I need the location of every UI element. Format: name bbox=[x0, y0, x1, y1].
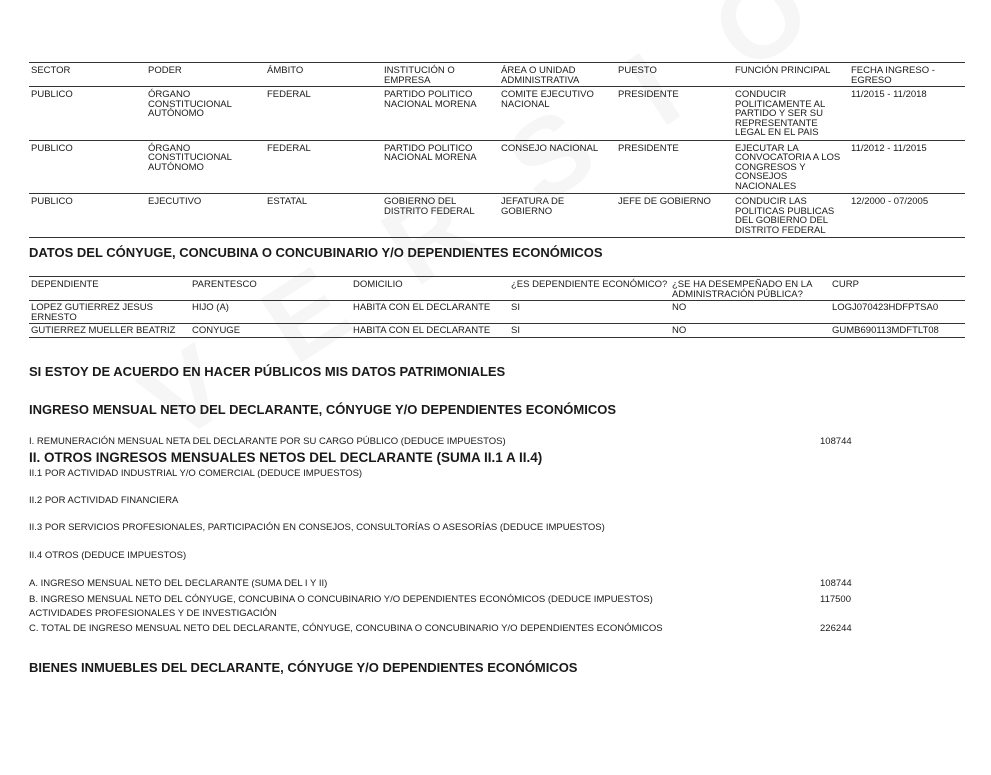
table-cell: NO bbox=[670, 301, 830, 324]
table-cell: PARTIDO POLITICO NACIONAL MORENA bbox=[382, 140, 499, 194]
table-cell: 11/2012 - 11/2015 bbox=[849, 140, 965, 194]
income-line-b-detail: ACTIVIDADES PROFESIONALES Y DE INVESTIGACIÓN bbox=[29, 608, 277, 619]
table-cell: 12/2000 - 07/2005 bbox=[849, 194, 965, 238]
other-income-subtitle: II. OTROS INGRESOS MENSUALES NETOS DEL DECLARANTE (SUMA II.1 A II.4) bbox=[29, 450, 543, 465]
table-cell: EJECUTIVO bbox=[146, 194, 265, 238]
income-line-ii2: II.2 POR ACTIVIDAD FINANCIERA bbox=[29, 495, 179, 506]
income-value-i: 108744 bbox=[820, 436, 852, 447]
col-header-parentesco: PARENTESCO bbox=[190, 277, 351, 301]
table-cell: CONDUCIR POLITICAMENTE AL PARTIDO Y SER SU REPRESENTANTE LEGAL EN EL PAIS bbox=[733, 87, 849, 141]
table-cell: PRESIDENTE bbox=[616, 87, 733, 141]
table-cell: FEDERAL bbox=[265, 87, 382, 141]
table-cell: GUTIERREZ MUELLER BEATRIZ bbox=[29, 324, 190, 338]
col-header-puesto: PUESTO bbox=[616, 63, 733, 87]
table-cell: LOGJ070423HDFPTSA0 bbox=[830, 301, 965, 324]
table-cell: NO bbox=[670, 324, 830, 338]
table-cell: ESTATAL bbox=[265, 194, 382, 238]
col-header-area: ÁREA O UNIDAD ADMINISTRATIVA bbox=[499, 63, 616, 87]
table-cell: GOBIERNO DEL DISTRITO FEDERAL bbox=[382, 194, 499, 238]
col-header-funcion: FUNCIÓN PRINCIPAL bbox=[733, 63, 849, 87]
table-cell: ÓRGANO CONSTITUCIONAL AUTÓNOMO bbox=[146, 140, 265, 194]
table-cell: HABITA CON EL DECLARANTE bbox=[351, 301, 509, 324]
table-cell: HABITA CON EL DECLARANTE bbox=[351, 324, 509, 338]
table-cell: PUBLICO bbox=[29, 87, 146, 141]
income-value-b: 117500 bbox=[820, 594, 851, 605]
table-row bbox=[29, 140, 965, 194]
table-cell: GUMB690113MDFTLT08 bbox=[830, 324, 965, 338]
income-line-c: C. TOTAL DE INGRESO MENSUAL NETO DEL DECLARANTE, CÓNYUGE, CONCUBINA O CONCUBINARIO Y/O DEPENDIENTES ECONÓMICOS bbox=[29, 623, 663, 634]
table-cell: 11/2015 - 11/2018 bbox=[849, 87, 965, 141]
income-line-ii3: II.3 POR SERVICIOS PROFESIONALES, PARTICIPACIÓN EN CONSEJOS, CONSULTORÍAS O ASESORÍAS (DEDUCE IMPUESTOS) bbox=[29, 522, 605, 533]
col-header-poder: PODER bbox=[146, 63, 265, 87]
income-value-a: 108744 bbox=[820, 578, 852, 589]
col-header-curp: CURP bbox=[830, 277, 965, 301]
dependents-table bbox=[29, 276, 965, 338]
table-cell: SI bbox=[509, 324, 670, 338]
col-header-ambito: ÁMBITO bbox=[265, 63, 382, 87]
table-cell: CONYUGE bbox=[190, 324, 351, 338]
public-consent-heading: SI ESTOY DE ACUERDO EN HACER PÚBLICOS MIS DATOS PATRIMONIALES bbox=[29, 364, 506, 379]
table-cell: PRESIDENTE bbox=[616, 140, 733, 194]
table-row bbox=[29, 301, 965, 324]
income-value-c: 226244 bbox=[820, 623, 852, 634]
col-header-dependiente: DEPENDIENTE bbox=[29, 277, 190, 301]
table-cell: FEDERAL bbox=[265, 140, 382, 194]
table-row bbox=[29, 87, 965, 141]
col-header-administracion-publica: ¿SE HA DESEMPEÑADO EN LA ADMINISTRACIÓN PÚBLICA? bbox=[670, 277, 830, 301]
table-row bbox=[29, 194, 965, 238]
income-line-i: I. REMUNERACIÓN MENSUAL NETA DEL DECLARANTE POR SU CARGO PÚBLICO (DEDUCE IMPUESTOS) bbox=[29, 436, 506, 447]
col-header-dependiente-economico: ¿ES DEPENDIENTE ECONÓMICO? bbox=[509, 277, 670, 301]
table-cell: PARTIDO POLITICO NACIONAL MORENA bbox=[382, 87, 499, 141]
table-cell: LOPEZ GUTIERREZ JESUS ERNESTO bbox=[29, 301, 190, 324]
col-header-institucion: INSTITUCIÓN O EMPRESA bbox=[382, 63, 499, 87]
income-line-ii1: II.1 POR ACTIVIDAD INDUSTRIAL Y/O COMERCIAL (DEDUCE IMPUESTOS) bbox=[29, 468, 363, 479]
employment-table bbox=[29, 62, 965, 238]
dependents-header-row bbox=[29, 277, 965, 301]
table-cell: JEFATURA DE GOBIERNO bbox=[499, 194, 616, 238]
spouse-section-title: DATOS DEL CÓNYUGE, CONCUBINA O CONCUBINARIO Y/O DEPENDIENTES ECONÓMICOS bbox=[29, 245, 603, 260]
income-line-ii4: II.4 OTROS (DEDUCE IMPUESTOS) bbox=[29, 550, 187, 561]
income-section-title: INGRESO MENSUAL NETO DEL DECLARANTE, CÓNYUGE Y/O DEPENDIENTES ECONÓMICOS bbox=[29, 402, 616, 417]
col-header-fecha: FECHA INGRESO - EGRESO bbox=[849, 63, 965, 87]
table-cell: EJECUTAR LA CONVOCATORIA A LOS CONGRESOS Y CONSEJOS NACIONALES bbox=[733, 140, 849, 194]
table-cell: JEFE DE GOBIERNO bbox=[616, 194, 733, 238]
income-line-b: B. INGRESO MENSUAL NETO DEL CÓNYUGE, CONCUBINA O CONCUBINARIO Y/O DEPENDIENTES ECONÓMICOS (DEDUCE IMPUESTOS) bbox=[29, 594, 653, 605]
table-cell: PUBLICO bbox=[29, 140, 146, 194]
income-line-a: A. INGRESO MENSUAL NETO DEL DECLARANTE (SUMA DEL I Y II) bbox=[29, 578, 328, 589]
table-cell: CONDUCIR LAS POLITICAS PUBLICAS DEL GOBIERNO DEL DISTRITO FEDERAL bbox=[733, 194, 849, 238]
table-cell: HIJO (A) bbox=[190, 301, 351, 324]
table-row bbox=[29, 324, 965, 338]
table-cell: SI bbox=[509, 301, 670, 324]
col-header-domicilio: DOMICILIO bbox=[351, 277, 509, 301]
table-cell: COMITE EJECUTIVO NACIONAL bbox=[499, 87, 616, 141]
employment-header-row bbox=[29, 63, 965, 87]
table-cell: ÓRGANO CONSTITUCIONAL AUTÓNOMO bbox=[146, 87, 265, 141]
table-cell: PUBLICO bbox=[29, 194, 146, 238]
table-cell: CONSEJO NACIONAL bbox=[499, 140, 616, 194]
real-estate-section-title: BIENES INMUEBLES DEL DECLARANTE, CÓNYUGE Y/O DEPENDIENTES ECONÓMICOS bbox=[29, 660, 578, 675]
col-header-sector: SECTOR bbox=[29, 63, 146, 87]
